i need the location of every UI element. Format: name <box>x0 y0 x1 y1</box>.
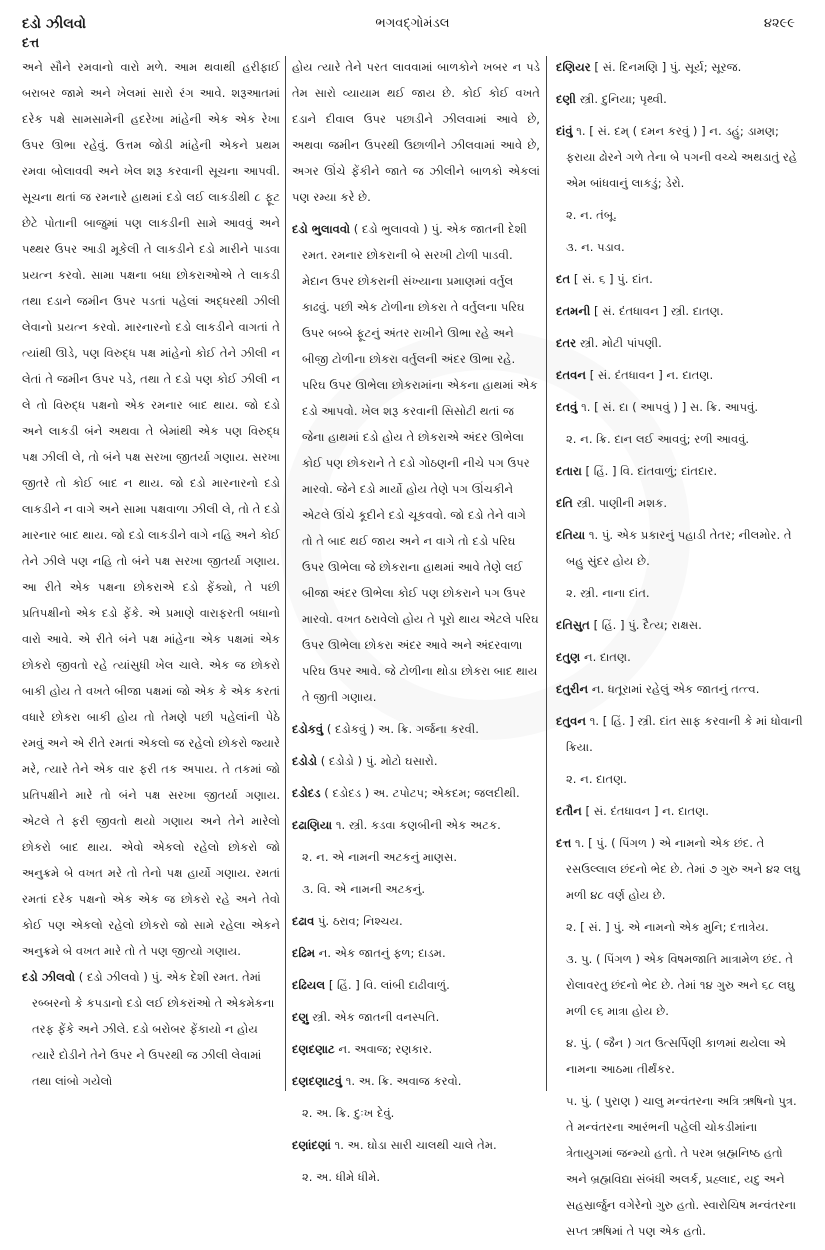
definition: સ્ત્રી. મોટી પાંપણી. <box>579 336 662 350</box>
headword: દણિયર <box>556 60 591 74</box>
dictionary-entry <box>556 676 806 702</box>
column-divider <box>285 56 286 1091</box>
dictionary-subsense <box>556 202 806 228</box>
definition: [ સં. દંતધાવન ] ન. દાતણ. <box>589 368 714 382</box>
headword: દણાંદણાં <box>292 1138 331 1152</box>
definition: ન. એક જાતનું ફળ; દાડમ. <box>318 946 446 960</box>
definition: ૪. પું. ( જૈન ) ગત ઉત્સર્પિણી કાળમાં થયેલા એ નામના આઠમા તીર્થંકર. <box>566 1036 786 1076</box>
dictionary-entry <box>292 716 540 742</box>
definition: ૧. પું. એક પ્રકારનું પહાડી તેતર; નીલમોર. તે બહુ સુંદર હોય છે. <box>566 528 792 568</box>
dictionary-entry <box>556 54 806 80</box>
headword: દાંવું <box>556 124 573 138</box>
definition: ( દડો ભુલાવવો ) પું. એક જાતની દેશી રમત. રમનાર છોકરાની બે સરખી ટોળી પાડવી. મેદાન ઉપર છોકરાની સંખ્યાના પ્રમાણમાં વર્તુલ કાઢવું. પછી એક ટોળીના છોકરા તે વર્તુલના પરિઘ ઉપર બબ્બે ફૂટનું અંતર રાખીને ઊભા રહે અને બીજી ટોળીના છોકરા વર્તુલની અંદર ઊભા રહે. પરિઘ ઉપર ઊભેલા છોકરામાંના એકના હાથમાં એક દડો આપવો. ખેલ શરૂ કરવાની સિસોટી થતાં જ જેના હાથમાં દડો હોય તે છોકરાએ અંદર ઊભેલા કોઈ પણ છોકરાને તે દડો ગોઠણની નીચે પગ ઉપર મારવો. જેને દડો માર્યો હોય તેણે પગ ઊંચકીને એટલે ઊંચે કૂદીને દડો ચૂકવવો. જો દડો તેને વાગે તો તે બાદ થઈ જાય અને ન વાગે તો દડો પરિઘ ઉપર ઊભેલા જે છોકરાના હાથમાં આવે તેણે લઈ બીજા અંદર ઊભેલા કોઈ પણ છોકરાને પગ ઉપર મારવો. વખત ઠરાવેલો હોય તે પૂરો થાય એટલે પરિઘ ઉપર ઊભેલા છોકરા અંદર આવે અને અંદરવાળા પરિઘ ઉપર આવે. જે ટોળીના થોડા છોકરા બાદ થાય તે જીતી ગણાય. <box>302 222 539 704</box>
headword: દત <box>556 272 571 286</box>
headword: દતારા <box>556 464 582 478</box>
dictionary-subsense <box>556 1088 806 1244</box>
column-1 <box>22 54 280 1100</box>
definition: સ્ત્રી. એક જાતની વનસ્પતિ. <box>312 1010 440 1024</box>
headword: દતિ <box>556 496 573 510</box>
dictionary-entry <box>22 964 280 1094</box>
definition: ૧. સ્ત્રી. કડવા કણબીની એક અટક. <box>335 818 501 832</box>
definition: ન. અવાજ; રણકાર. <box>338 1042 433 1056</box>
definition: ૨. સ્ત્રી. નાના દાંત. <box>566 586 650 600</box>
guide-word-left-sub: દત્ત <box>22 36 40 51</box>
definition: [ સં. ૬ ] પું. દાંત. <box>573 272 653 286</box>
definition: ન. દાતણ. <box>583 650 631 664</box>
definition: ૧. [ સં. દા ( આપવું ) ] સ. ક્રિ. આપવું. <box>581 400 759 414</box>
dictionary-subsense <box>556 914 806 940</box>
definition: ૨. [ સં. ] પું. એ નામનો એક મુનિ; દત્તાત્રેય. <box>566 920 769 934</box>
definition: ૧. અ. ઘોડા સારી ચાલથી ચાલે તેમ. <box>334 1138 497 1152</box>
dictionary-subsense <box>556 234 806 260</box>
headword: દડો ઝીલવો <box>22 970 76 984</box>
definition: [ હિં. ] વિ. દાંતવાળું; દાંતદાર. <box>585 464 718 478</box>
headword: દઢિયલ <box>292 978 326 992</box>
definition: ૫. પું. ( પુરાણ ) ચાલુ મન્વંતરના અત્રિ ઋષિનો પુત્ર. તે મન્વંતરના આરંભની પહેલી ચોકડીમાંના ત્રેતાયુગમાં જન્મ્યો હતો. તે પરમ બ્રહ્મનિષ્ઠ હતો અને બ્રહ્મવિદ્યા સંબંધી અલર્ક, પ્રહ્લાદ, યદુ અને સહસ્રાર્જુન વગેરેનો ગુરુ હતો. સ્વારોચિષ મન્વંતરના સપ્ત ઋષિમાં તે પણ એક હતો. <box>566 1094 797 1238</box>
dictionary-entry <box>556 394 806 420</box>
definition: [ સં. દંતધાવન ] સ્ત્રી. દાતણ. <box>594 304 724 318</box>
dictionary-subsense <box>292 844 540 870</box>
definition: ( દડોકવું ) અ. ક્રિ. ગર્જના કરવી. <box>326 722 479 736</box>
dictionary-entry <box>556 830 806 908</box>
page-header <box>0 8 825 51</box>
definition: ન. ધતૂરામાં રહેલું એક જાતનું તત્ત્વ. <box>591 682 760 696</box>
definition: ૧. અ. ક્રિ. અવાજ કરવો. <box>345 1074 462 1088</box>
definition: ૧. [ સં. દમ્ ( દમન કરવું ) ] ન. ડહું; ડામણ; ફરાયા ઢોરને ગળે તેના બે પગની વચ્ચે અથડાતું રહે એમ બાંધવાનું લાકડું; ડેરો. <box>566 124 798 190</box>
definition: [ સં. દિનમણિ ] પું. સૂર્ય; સૂરજ. <box>594 60 742 74</box>
headword: દતૌન <box>556 804 582 818</box>
definition: ૩. ન. પડાવ. <box>566 240 625 254</box>
dictionary-subsense <box>292 1164 540 1190</box>
dictionary-entry <box>556 86 806 112</box>
dictionary-entry <box>292 812 540 838</box>
headword: દડોદડ <box>292 786 321 800</box>
definition: ( દડોદડ ) અ. ટપોટપ; એકદમ; જલદીથી. <box>324 786 520 800</box>
definition: સ્ત્રી. દુનિયા; પૃથ્વી. <box>579 92 667 106</box>
dictionary-subsense <box>556 766 806 792</box>
dictionary-entry <box>556 118 806 196</box>
headword: દડો ભુલાવવો <box>292 222 351 236</box>
dictionary-entry <box>292 748 540 774</box>
dictionary-entry <box>292 216 540 710</box>
definition: ૨. અ. ધીમે ધીમે. <box>302 1170 381 1184</box>
continued-paragraph: હોય ત્યારે તેને પરત લાવવામાં બાળકોને ખબર ન પડે તેમ સારો વ્યાયામ થઈ જાય છે. કોઈ કોઈ વખતે દડાને દીવાલ ઉપર પછાડીને ઝીલવામાં આવે છે, અથવા જમીન ઉપરથી ઉછાળીને ઝીલવામાં આવે છે, અગર ઊંચે ફેંકીને જાતે જ ઝીલીને બાળકો એકલાં પણ રમ્યા કરે છે. <box>292 60 540 204</box>
definition: [ હિં. ] વિ. લાંબી દાઢીવાળું. <box>328 978 450 992</box>
dictionary-entry <box>292 1132 540 1158</box>
headword: દણુ <box>292 1010 309 1024</box>
dictionary-subsense <box>292 876 540 902</box>
headword: દડોડો <box>292 754 318 768</box>
headword: દણદણાટવું <box>292 1074 342 1088</box>
dictionary-subsense <box>556 1030 806 1082</box>
column-divider <box>546 56 547 1091</box>
headword: દઢિમ <box>292 946 316 960</box>
definition: [ સં. દંતધાવન ] ન. દાતણ. <box>585 804 709 818</box>
column-2 <box>292 54 540 1196</box>
definition: [ હિં. ] પું. દૈત્ય; રાક્ષસ. <box>593 618 702 632</box>
headword: દતુરીન <box>556 682 589 696</box>
dictionary-subsense <box>556 580 806 606</box>
headword: દત્ત <box>556 836 572 850</box>
dictionary-entry <box>292 972 540 998</box>
headword: દડોકવું <box>292 722 324 736</box>
dictionary-entry <box>556 330 806 356</box>
definition: ૩. વિ. એ નામની અટકનું. <box>302 882 426 896</box>
headword: દતવું <box>556 400 578 414</box>
definition: ૨. ન. એ નામની અટકનું માણસ. <box>302 850 458 864</box>
dictionary-entry <box>292 1004 540 1030</box>
headword: દતવન <box>556 368 587 382</box>
dictionary-entry <box>556 798 806 824</box>
dictionary-title: ભગવદ્ગોમંડલ <box>375 16 450 31</box>
dictionary-entry <box>556 266 806 292</box>
dictionary-subsense <box>556 946 806 1024</box>
dictionary-entry <box>556 362 806 388</box>
definition: ( દડો ઝીલવો ) પું. એક દેશી રમત. તેમાં રબ્બરનો કે કપડાનો દડો લઈ છોકરાંઓ તે એકમેકના તરફ ફેંકે અને ઝીલે. દડો બરોબર ફેંકાયો ન હોય ત્યારે દોડીને તેને ઉપર ને ઉપરથી જ ઝીલી લેવામાં તથા લાંબો ગયેલો <box>32 970 275 1088</box>
dictionary-entry <box>556 644 806 670</box>
dictionary-entry <box>556 490 806 516</box>
page-number: ૪૨૯૯ <box>763 16 795 31</box>
dictionary-entry <box>556 522 806 574</box>
guide-word-left: દડો ઝીલવો <box>22 16 87 32</box>
definition: સ્ત્રી. પાણીની મશક. <box>576 496 668 510</box>
dictionary-entry <box>292 1068 540 1094</box>
headword: દતિસુત <box>556 618 590 632</box>
definition: ૩. પુ. ( પિંગળ ) એક વિષમજાતિ માત્રામેળ છંદ. તે રોલાવરતુ છંદનો ભેદ છે. તેમાં ૧૪ ગુરુ અને ૬૮ લઘુ મળી ૯૬ માત્રા હોય છે. <box>566 952 795 1018</box>
definition: ૨. અ. ક્રિ. દુઃખ દેવું. <box>302 1106 395 1120</box>
definition: ૨. ન. તંબૂ. <box>566 208 617 222</box>
definition: ૨. ન. દાતણ. <box>566 772 627 786</box>
definition: ૨. ન. ક્રિ. દાન લઈ આવવું; રળી આવવું. <box>566 432 750 446</box>
definition: ૧. [ પું. ( પિંગળ ) એ નામનો એક છંદ. તે રસઉલ્લાલ છંદનો ભેદ છે. તેમાં ૭ ગુરુ અને ૪૨ લઘુ મળી ૪૮ વર્ણ હોય છે. <box>566 836 801 902</box>
definition: પું. ઠરાવ; નિશ્ચય. <box>318 914 403 928</box>
definition: ૧. [ હિં. ] સ્ત્રી. દાંત સાફ કરવાની કે માં ધોવાની ક્રિયા. <box>566 714 803 754</box>
definition: ( દડોડો ) પું. મોટો ઘસારો. <box>320 754 438 768</box>
headword: દતુણ <box>556 650 581 664</box>
column-3 <box>556 54 806 1250</box>
headword: દતુવન <box>556 714 587 728</box>
dictionary-entry <box>556 708 806 760</box>
headword: દતિયા <box>556 528 586 542</box>
dictionary-entry <box>292 1036 540 1062</box>
dictionary-entry <box>292 780 540 806</box>
continued-paragraph: અને સૌને રમવાનો વારો મળે. આમ થવાથી હરીફાઈ બરાબર જામે અને ખેલમાં સારો રંગ આવે. શરૂઆતમાં દરેક પક્ષે સામસામેની હદરેખા માંહેની એક એક રેખા ઉપર ઊભા રહેવું. ઉત્તમ જોડી માંહેની એકને પ્રથમ રમવા બોલાવવી અને ખેલ શરૂ કરવાની સૂચના આપવી. સૂચના થતાં જ રમનારે હાથમાં દડો લઈ લાકડીથી ૮ ફૂટ છેટે પોતાની બાજુમાં પણ લાકડીની સામે આવવું અને પથ્થર ઉપર આડી મૂકેલી તે લાકડીને દડો મારીને પાડવા પ્રયત્ન કરવો. સામા પક્ષના બધા છોકરાઓએ તે લાકડી તથા દડાને જમીન ઉપર પડતાં પહેલાં અદ્ધરથી ઝીલી લેવાનો પ્રયત્ન કરવો. મારનારનો દડો લાકડીને વાગતાં તે ત્યાંથી ઊડે, પણ વિરુદ્ધ પક્ષ માંહેનો કોઈ તેને ઝીલી ન લેતાં તે જમીન ઉપર પડે, તથા તે દડો પણ કોઈ ઝીલી ન લે તો વિરુદ્ધ પક્ષનો એક રમનાર બાદ થાય. જો દડો અને લાકડી બંને અથવા તે બેમાંથી એક પણ વિરુદ્ધ પક્ષ ઝીલી લે, તો બંને પક્ષ સરખા જીતર્યા ગણાય. સરખા જીતરે તો કોઈ બાદ ન થાય. જો દડો મારનારનો દડો લાકડીને ન વાગે અને સામા પક્ષવાળા ઝીલી લે, તો તે દડો મારનાર બાદ થાય. જો દડો લાકડીને વાગે નહિ અને કોઈ તેને ઝીલે પણ નહિ તો બંને પક્ષ સરખા જીતર્યા ગણાય. આ રીતે એક પક્ષના છોકરાએ દડો ફેંક્યો, તે પછી પ્રતિપક્ષીનો એક દડો ફેંકે. એ પ્રમાણે વારાફરતી બધાનો વારો આવે. એ રીતે બંને પક્ષ માંહેના એક પક્ષમાં એક છોકરો જીવતો રહે ત્યાંસુધી ખેલ ચાલે. એક જ છોકરો બાકી હોય તે વખતે બીજા પક્ષમાં જો એક કે એક કરતાં વધારે છોકરા બાકી હોય તો તેમણે પછી પહેલાંની પેઠે રમવું અને એ રીતે રમતાં એકલો જ રહેલો છોકરો જ્યારે મરે, ત્યારે તેને એક વાર ફરી તક અપાય. તે તકમાં જો પ્રતિપક્ષીને મારે તો બંને પક્ષ સરખા જીતર્યા ગણાય. એટલે તે ફરી જીવતો થયો ગણાય અને તેને મારેલો છોકરો બાદ થાય. એવો એકલો રહેલો છોકરો જો અનુક્રમે બે વખત મરે તો તેનો પક્ષ હાર્યો ગણાય. રમતાં રમતાં દરેક પક્ષનો એક એક જ છોકરો રહે અને તેવો કોઈ પણ એકલો રહેલો છોકરો જો સામે રહેલા એકને અનુક્રમે બે વખત મારે તો તે પણ જીત્યો ગણાય. <box>22 60 280 958</box>
dictionary-entry <box>556 458 806 484</box>
headword: દતર <box>556 336 577 350</box>
dictionary-subsense <box>556 426 806 452</box>
dictionary-entry <box>556 612 806 638</box>
dictionary-entry <box>292 908 540 934</box>
headword: દઢાણિયા <box>292 818 333 832</box>
dictionary-entry <box>556 298 806 324</box>
headword: દતમની <box>556 304 591 318</box>
headword: દણી <box>556 92 576 106</box>
headword: દઢાવ <box>292 914 315 928</box>
dictionary-entry <box>292 940 540 966</box>
dictionary-subsense <box>292 1100 540 1126</box>
headword: દણદણાટ <box>292 1042 335 1056</box>
